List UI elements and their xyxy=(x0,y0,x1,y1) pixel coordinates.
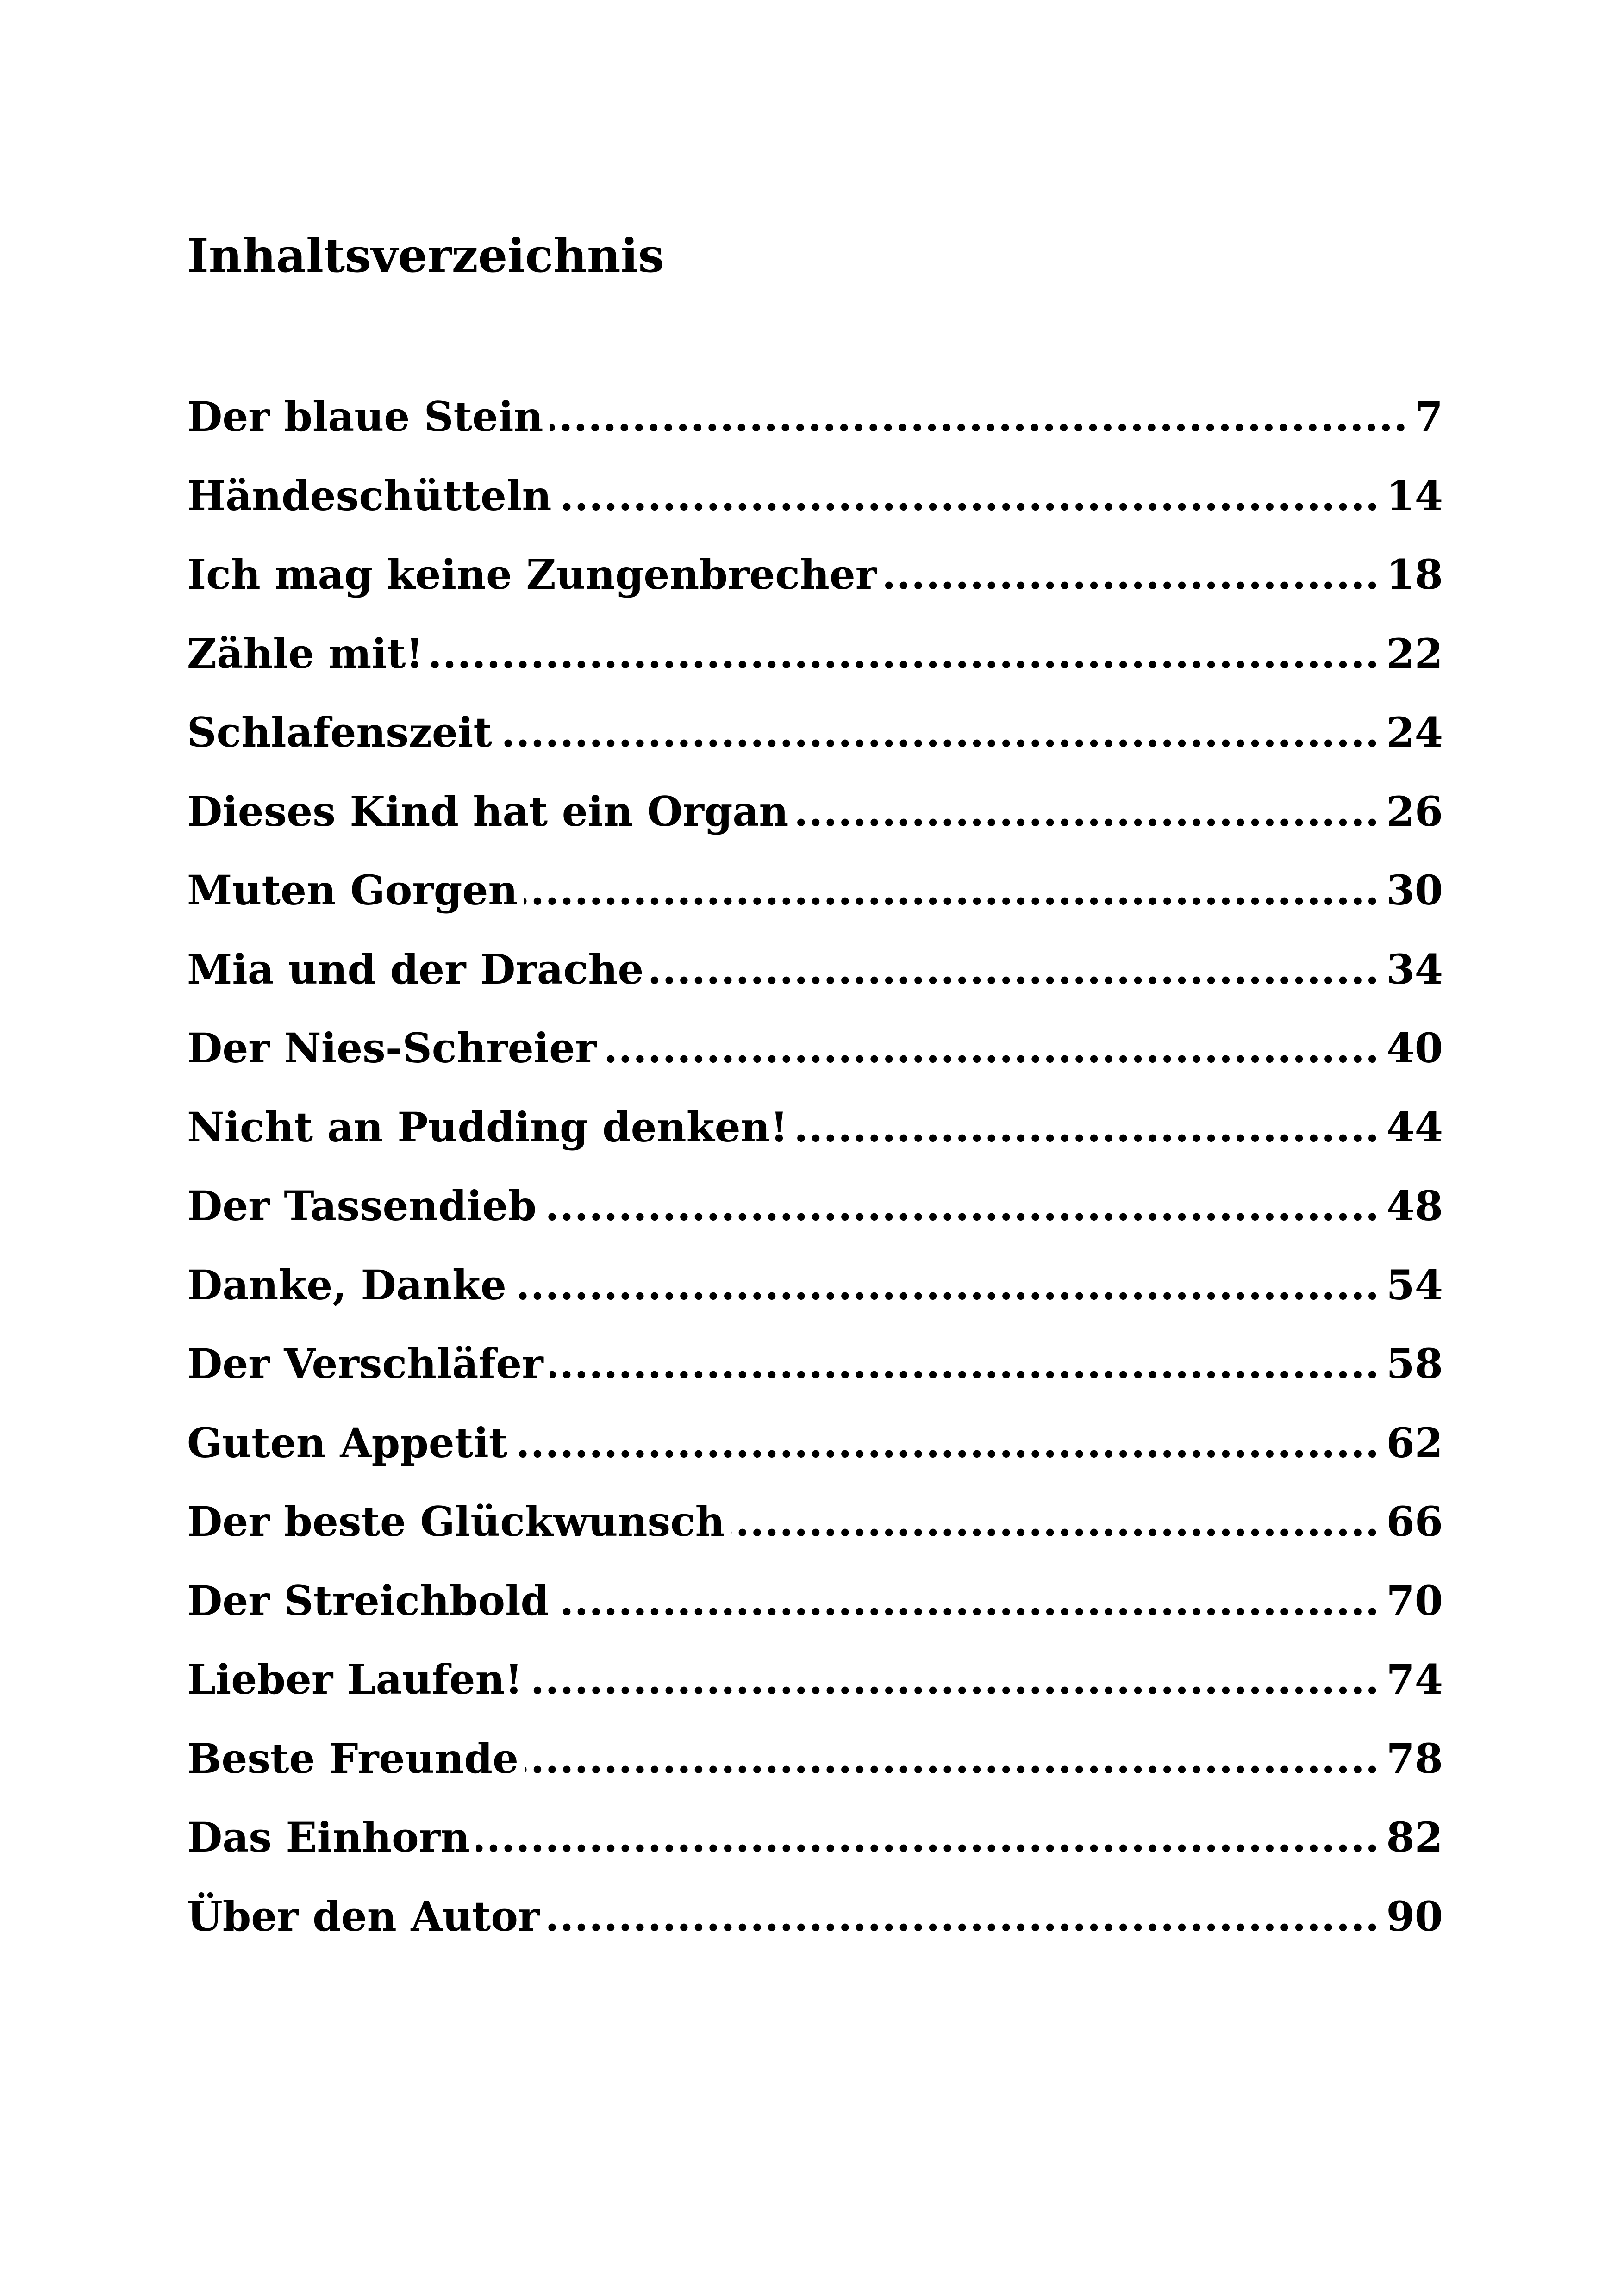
toc-entry[interactable] xyxy=(187,781,1443,861)
toc-entry[interactable] xyxy=(187,1334,1443,1413)
toc-entry-page-number: 90 xyxy=(1386,1892,1443,1940)
dot-leader xyxy=(430,624,1380,684)
toc-entry-page-number: 40 xyxy=(1386,1024,1443,1072)
toc-entry-page-number: 78 xyxy=(1386,1734,1443,1783)
dot-leader xyxy=(550,387,1408,447)
toc-entry-title: Ich mag keine Zungenbrecher xyxy=(187,550,877,599)
toc-entry-title: Beste Freunde xyxy=(187,1734,518,1783)
dot-leader xyxy=(543,1176,1380,1236)
toc-entry-title: Dieses Kind hat ein Organ xyxy=(187,787,789,836)
dot-leader xyxy=(794,1097,1380,1157)
toc-entry-page-number: 44 xyxy=(1386,1103,1443,1151)
toc-entry[interactable] xyxy=(187,860,1443,939)
dot-leader xyxy=(795,781,1380,842)
toc-entry[interactable] xyxy=(187,544,1443,624)
toc-entry[interactable] xyxy=(187,1728,1443,1808)
toc-entry-page-number: 66 xyxy=(1386,1497,1443,1546)
toc-entry-page-number: 24 xyxy=(1386,708,1443,756)
dot-leader xyxy=(558,466,1380,526)
dot-leader xyxy=(550,1334,1380,1394)
toc-entry-page-number: 34 xyxy=(1386,945,1443,993)
dot-leader xyxy=(650,939,1380,999)
toc-entry[interactable] xyxy=(187,1571,1443,1650)
toc-entry[interactable] xyxy=(187,702,1443,781)
toc-entry-title: Händeschütteln xyxy=(187,471,552,520)
toc-entry[interactable] xyxy=(187,1491,1443,1571)
dot-leader xyxy=(546,1886,1380,1946)
toc-entry[interactable] xyxy=(187,1807,1443,1886)
toc-entry-title: Schlafenszeit xyxy=(187,708,492,756)
table-of-contents xyxy=(187,387,1443,1965)
dot-leader xyxy=(883,544,1380,605)
toc-entry[interactable] xyxy=(187,466,1443,545)
toc-entry-title: Der Verschläfer xyxy=(187,1340,543,1388)
toc-entry-page-number: 58 xyxy=(1386,1340,1443,1388)
toc-entry-page-number: 18 xyxy=(1386,550,1443,599)
dot-leader xyxy=(525,1728,1380,1789)
dot-leader xyxy=(556,1571,1380,1631)
toc-entry-title: Muten Gorgen xyxy=(187,866,518,914)
toc-entry-page-number: 48 xyxy=(1386,1182,1443,1230)
toc-entry-page-number: 26 xyxy=(1386,787,1443,836)
toc-entry-page-number: 62 xyxy=(1386,1418,1443,1467)
toc-entry-page-number: 74 xyxy=(1386,1655,1443,1703)
dot-leader xyxy=(499,702,1380,762)
toc-entry-title: Der blaue Stein xyxy=(187,393,543,441)
toc-entry[interactable] xyxy=(187,1097,1443,1176)
toc-entry[interactable] xyxy=(187,939,1443,1018)
toc-entry[interactable] xyxy=(187,1413,1443,1492)
toc-entry-title: Über den Autor xyxy=(187,1892,540,1940)
dot-leader xyxy=(603,1018,1380,1078)
toc-entry-page-number: 7 xyxy=(1414,393,1443,441)
toc-entry-page-number: 82 xyxy=(1386,1813,1443,1861)
toc-entry-title: Nicht an Pudding denken! xyxy=(187,1103,788,1151)
toc-entry-page-number: 22 xyxy=(1386,629,1443,678)
toc-entry-page-number: 14 xyxy=(1386,471,1443,520)
toc-entry[interactable] xyxy=(187,387,1443,466)
toc-entry-title: Zähle mit! xyxy=(187,629,424,678)
toc-entry-page-number: 70 xyxy=(1386,1576,1443,1625)
toc-entry-title: Lieber Laufen! xyxy=(187,1655,523,1703)
toc-entry[interactable] xyxy=(187,1018,1443,1097)
toc-entry-title: Der Tassendieb xyxy=(187,1182,537,1230)
toc-entry-title: Das Einhorn xyxy=(187,1813,470,1861)
dot-leader xyxy=(513,1255,1380,1315)
dot-leader xyxy=(731,1491,1380,1552)
dot-leader xyxy=(476,1807,1380,1867)
toc-entry-title: Danke, Danke xyxy=(187,1260,506,1309)
toc-entry-page-number: 30 xyxy=(1386,866,1443,914)
page-title: Inhaltsverzeichnis xyxy=(187,228,664,283)
dot-leader xyxy=(529,1649,1380,1709)
dot-leader xyxy=(524,860,1380,920)
toc-entry-page-number: 54 xyxy=(1386,1260,1443,1309)
toc-entry-title: Der Nies-Schreier xyxy=(187,1024,597,1072)
toc-entry-title: Guten Appetit xyxy=(187,1418,508,1467)
toc-entry[interactable] xyxy=(187,624,1443,703)
dot-leader xyxy=(514,1413,1380,1473)
toc-entry-title: Der beste Glückwunsch xyxy=(187,1497,725,1546)
toc-entry[interactable] xyxy=(187,1176,1443,1255)
toc-entry[interactable] xyxy=(187,1255,1443,1334)
toc-entry[interactable] xyxy=(187,1886,1443,1965)
toc-entry-title: Mia und der Drache xyxy=(187,945,644,993)
toc-entry-title: Der Streichbold xyxy=(187,1576,550,1625)
toc-entry[interactable] xyxy=(187,1649,1443,1728)
